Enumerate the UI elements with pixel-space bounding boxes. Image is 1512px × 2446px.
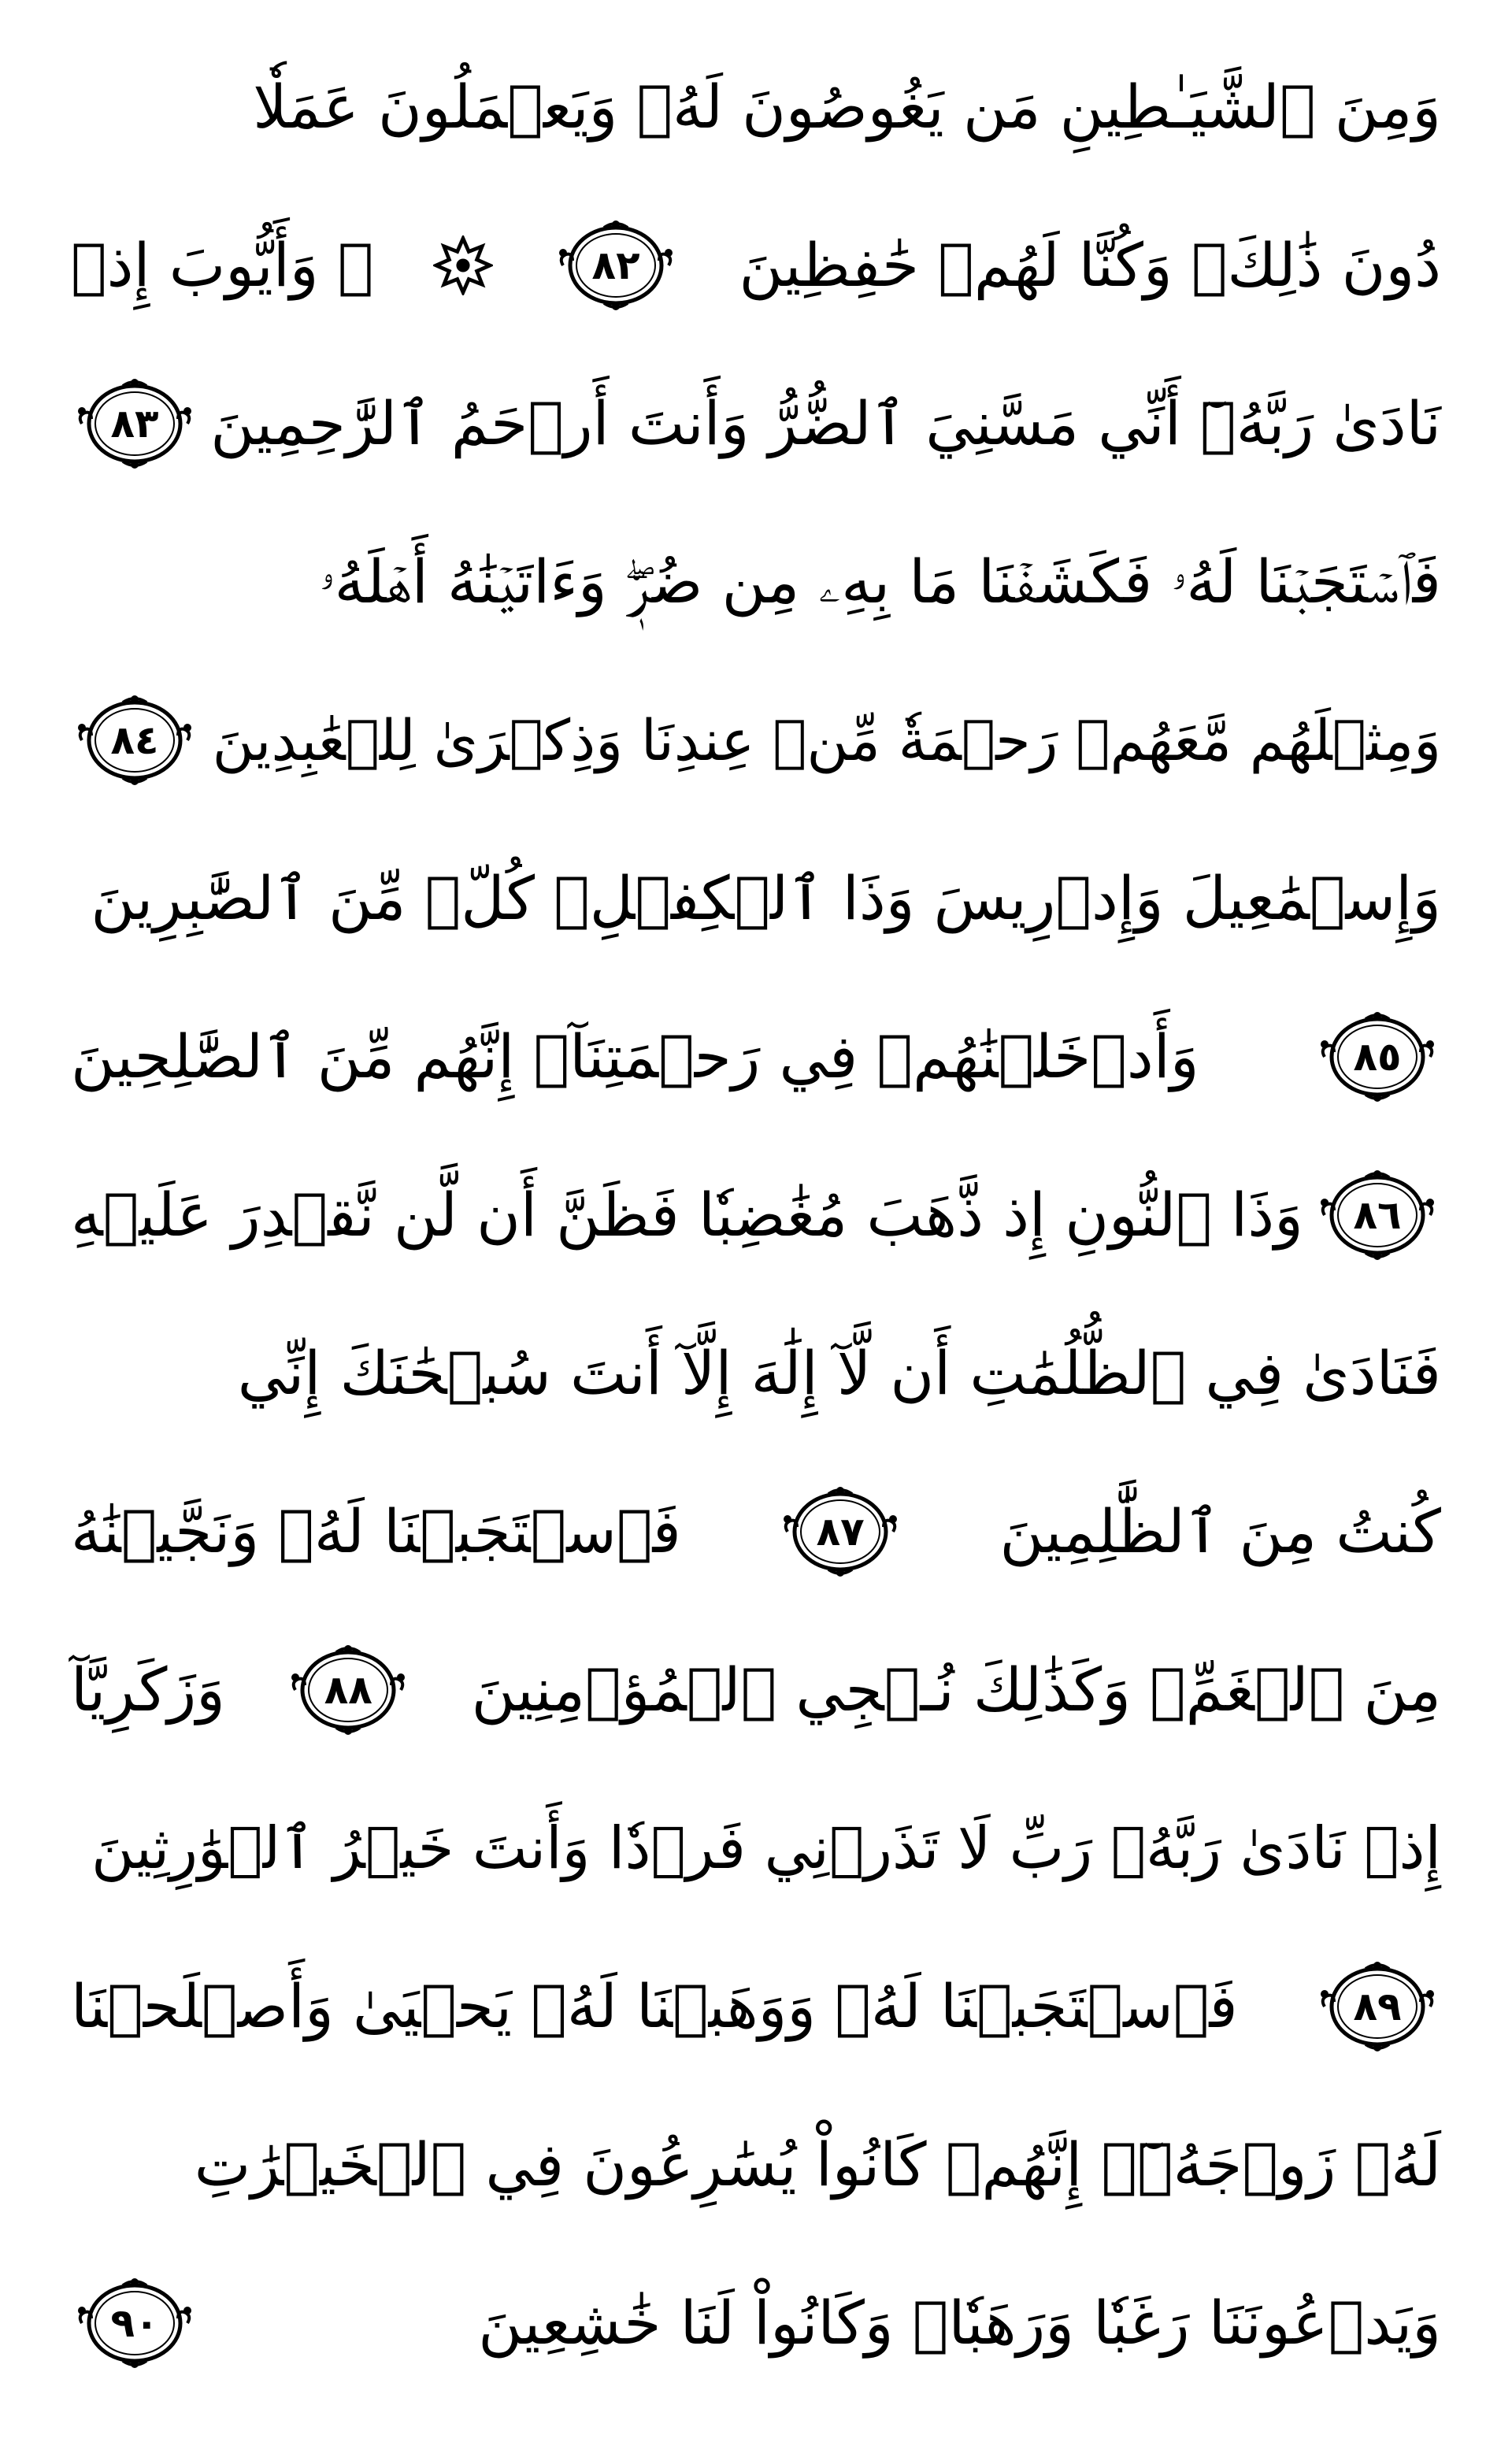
hizb-star-icon [433, 235, 493, 295]
verse-text: وَإِسۡمَٰعِيلَ وَإِدۡرِيسَ وَذَا ٱلۡكِفۡلِۖ كُلّٞ مِّنَ ٱلصَّٰبِرِينَ [91, 863, 1441, 933]
verse-text: كُنتُ مِنَ ٱلظَّٰلِمِينَ [999, 1496, 1441, 1566]
verse-line [71, 28, 1441, 186]
ayah-number: ٨٦ [1353, 1192, 1402, 1238]
verse-line [71, 978, 1441, 1136]
ayah-number-marker [289, 1644, 407, 1736]
verse-text: وَمِثۡلَهُم مَّعَهُمۡ رَحۡمَةٗ مِّنۡ عِندِنَا وَذِكۡرَىٰ لِلۡعَٰبِدِينَ [212, 707, 1441, 773]
ayah-number: ٨٤ [110, 717, 159, 763]
verse-text: ۞ وَأَيُّوبَ إِذۡ [71, 230, 374, 300]
verse-line [71, 187, 1441, 344]
verse-line [71, 1611, 1441, 1769]
verse-line [71, 662, 1441, 819]
verse-line [71, 1770, 1441, 1927]
ayah-number: ٨٢ [591, 243, 640, 288]
verse-text: فَٱسۡتَجَبۡنَا لَهُۥ وَوَهَبۡنَا لَهُۥ يَحۡيَىٰ وَأَصۡلَحۡنَا [71, 1971, 1238, 2041]
verse-text: وَأَدۡخَلۡنَٰهُمۡ فِي رَحۡمَتِنَآۖ إِنَّهُم مِّنَ ٱلصَّٰلِحِينَ [71, 1021, 1199, 1091]
ayah-number-marker [76, 695, 194, 786]
ayah-number-marker [781, 1486, 899, 1577]
ayah-number-marker [76, 378, 194, 469]
verse-text: لَهُۥ زَوۡجَهُۥٓۚ إِنَّهُمۡ كَانُواْ يُسَٰرِعُونَ فِي ٱلۡخَيۡرَٰتِ [194, 2129, 1441, 2200]
verse-text: وَذَا ٱلنُّونِ إِذ ذَّهَبَ مُغَٰضِبٗا فَظَنَّ أَن لَّن نَّقۡدِرَ عَلَيۡهِ [71, 1180, 1303, 1250]
ayah-number-marker [76, 2277, 194, 2369]
verse-text: دُونَ ذَٰلِكَۖ وَكُنَّا لَهُمۡ حَٰفِظِينَ [739, 230, 1441, 300]
ayah-number: ٨٩ [1353, 1984, 1402, 2029]
ayah-number-marker [1318, 1961, 1436, 2052]
verse-text: فَٱسۡتَجَبۡنَا لَهُۥ فَكَشَفۡنَا مَا بِهِۦ مِن ضُرّٖۖ وَءَاتَيۡنَٰهُ أَهۡلَهُۥ [319, 547, 1441, 617]
verse-text: نَادَىٰ رَبَّهُۥٓ أَنِّي مَسَّنِيَ ٱلضُّرُّ وَأَنتَ أَرۡحَمُ ٱلرَّٰحِمِينَ [210, 388, 1441, 458]
ayah-number: ٨٧ [816, 1509, 865, 1555]
ayah-number-marker [1318, 1169, 1436, 1261]
verse-line [71, 1453, 1441, 1610]
verse-text: وَزَكَرِيَّآ [71, 1655, 225, 1725]
verse-line [71, 1928, 1441, 2085]
verse-text: مِنَ ٱلۡغَمِّۚ وَكَذَٰلِكَ نُـۨجِي ٱلۡمُؤۡمِنِينَ [471, 1655, 1441, 1725]
verse-text: فَنَادَىٰ فِي ٱلظُّلُمَٰتِ أَن لَّآ إِلَٰهَ إِلَّآ أَنتَ سُبۡحَٰنَكَ إِنِّي [237, 1338, 1441, 1408]
verse-line [71, 345, 1441, 502]
verse-line [71, 503, 1441, 661]
verse-text: فَٱسۡتَجَبۡنَا لَهُۥ وَنَجَّيۡنَٰهُ [71, 1496, 681, 1566]
verse-line [71, 820, 1441, 977]
ayah-number-marker [557, 220, 675, 311]
ayah-number: ٨٨ [324, 1667, 372, 1713]
ayah-number: ٨٥ [1353, 1034, 1402, 1080]
verse-text: إِذۡ نَادَىٰ رَبَّهُۥ رَبِّ لَا تَذَرۡنِي فَرۡدٗا وَأَنتَ خَيۡرُ ٱلۡوَٰرِثِينَ [91, 1814, 1441, 1882]
verse-line [71, 1295, 1441, 1452]
verse-line [71, 2086, 1441, 2244]
ayah-number: ٩٠ [110, 2300, 159, 2346]
verse-line [71, 2244, 1441, 2402]
ayah-number: ٨٣ [110, 401, 159, 447]
ayah-number-marker [1318, 1011, 1436, 1103]
verse-text: وَيَدۡعُونَنَا رَغَبٗا وَرَهَبٗاۖ وَكَانُواْ لَنَا خَٰشِعِينَ [478, 2288, 1441, 2358]
verse-text: وَمِنَ ٱلشَّيَـٰطِينِ مَن يَغُوصُونَ لَهُۥ وَيَعۡمَلُونَ عَمَلٗا [253, 72, 1441, 142]
verse-line [71, 1136, 1441, 1294]
